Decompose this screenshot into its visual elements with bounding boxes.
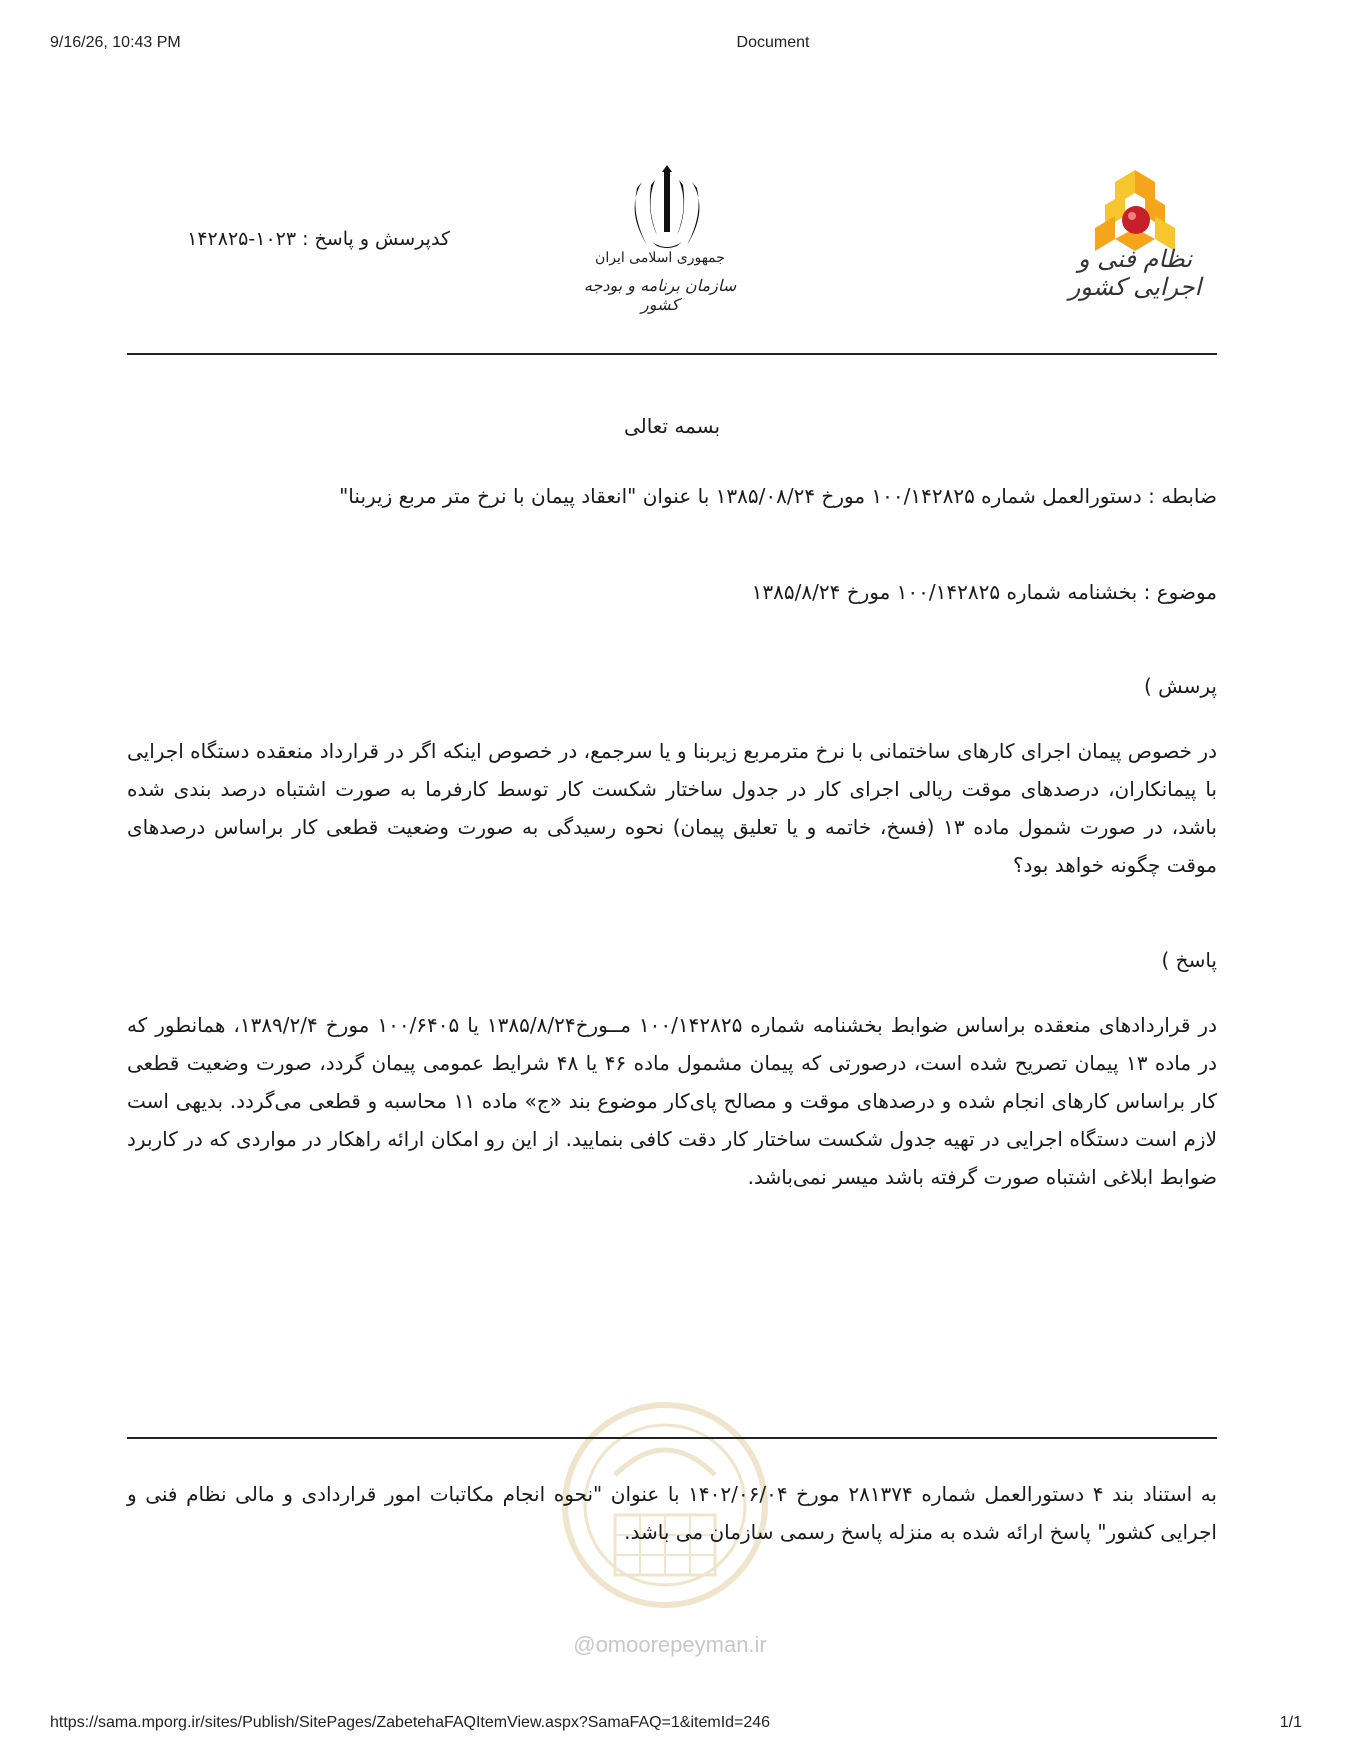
print-document-title: Document: [736, 34, 810, 51]
question-text: در خصوص پیمان اجرای کارهای ساختمانی با نرخ مترمربع زیربنا و یا سرجمع، در خصوص اینکه اگر در قرارداد منعقده دستگاه اجرایی با پیمانکاران، درصدهای موقت ریالی اجرای کار در جدول ساختار شکست کار توسط کارفرما به صورت اشتباه درصد بندی شده باشد، در صورت شمول ماده ۱۳ (فسخ، خاتمه و یا تعلیق پیمان) نحوه رسیدگی به صورت وضعیت قطعی کار براساس درصدهای موقت چگونه خواهد بود؟: [127, 739, 1217, 877]
answer-label: پاسخ ): [1161, 948, 1217, 972]
document-title: بسمه تعالی: [623, 414, 721, 438]
footnote-text: به استناد بند ۴ دستورالعمل شماره ۲۸۱۳۷۴ مورخ ۱۴۰۲/۰۶/۰۴ با عنوان "نحوه انجام مکاتبات امور قراردادی و مالی نظام فنی و اجرایی کشور" پاسخ ارائه شده به منزله پاسخ رسمی سازمان می باشد.: [127, 1482, 1217, 1544]
emblem-icon: [617, 160, 717, 255]
footer-divider: [127, 1437, 1217, 1439]
watermark-handle: @omoorepeyman.ir: [573, 1632, 767, 1657]
faq-code: کدپرسش و پاسخ : ۱۰۲۳-۱۴۲۸۲۵: [187, 228, 450, 250]
iran-emblem: [617, 160, 717, 260]
question-label: پرسش ): [1143, 674, 1217, 698]
subject-line: موضوع : بخشنامه شماره ۱۰۰/۱۴۲۸۲۵ مورخ ۱۳۸۵/۸/۲۴: [751, 580, 1217, 604]
regulation-line: ضابطه : دستورالعمل شماره ۱۰۰/۱۴۲۸۲۵ مورخ ۱۳۸۵/۰۸/۲۴ با عنوان "انعقاد پیمان با نرخ متر مربع زیربنا": [339, 484, 1217, 508]
print-page-count: 1/1: [1279, 1714, 1302, 1731]
print-datetime: 9/16/26, 10:43 PM: [50, 34, 181, 51]
emblem-caption-organization: سازمان برنامه و بودجه کشور: [583, 276, 737, 314]
org-logo-text: نظام فنی و اجرایی کشور: [1068, 245, 1202, 301]
header-divider: [127, 353, 1217, 355]
emblem-caption-country: جمهوری اسلامی ایران: [595, 250, 725, 266]
answer-text: در قراردادهای منعقده براساس ضوابط بخشنامه شماره ۱۰۰/۱۴۲۸۲۵ مــورخ۱۳۸۵/۸/۲۴ یا ۱۰۰/۶۴۰۵ مورخ ۱۳۸۹/۲/۴، همانطور که در ماده ۱۳ پیمان تصریح شده است، درصورتی که پیمان مشمول ماده ۴۶ یا ۴۸ شرایط عمومی پیمان گردد، صورت وضعیت قطعی کار براساس کارهای انجام شده و درصدهای موقت و مصالح پای‌کار موضوع بند «ج» ماده ۱۱ محاسبه و قطعی می‌گردد. بدیهی است لازم است دستگاه اجرایی در تهیه جدول شکست ساختار کار دقت کافی بنمایید. از این رو امکان ارائه راهکار در مواردی که در کاربرد ضوابط ابلاغی اشتباه صورت گرفته باشد میسر نمی‌باشد.: [127, 1013, 1218, 1189]
print-url: https://sama.mporg.ir/sites/Publish/SitePages/ZabetehaFAQItemView.aspx?SamaFAQ=1&itemId=246: [50, 1714, 771, 1731]
